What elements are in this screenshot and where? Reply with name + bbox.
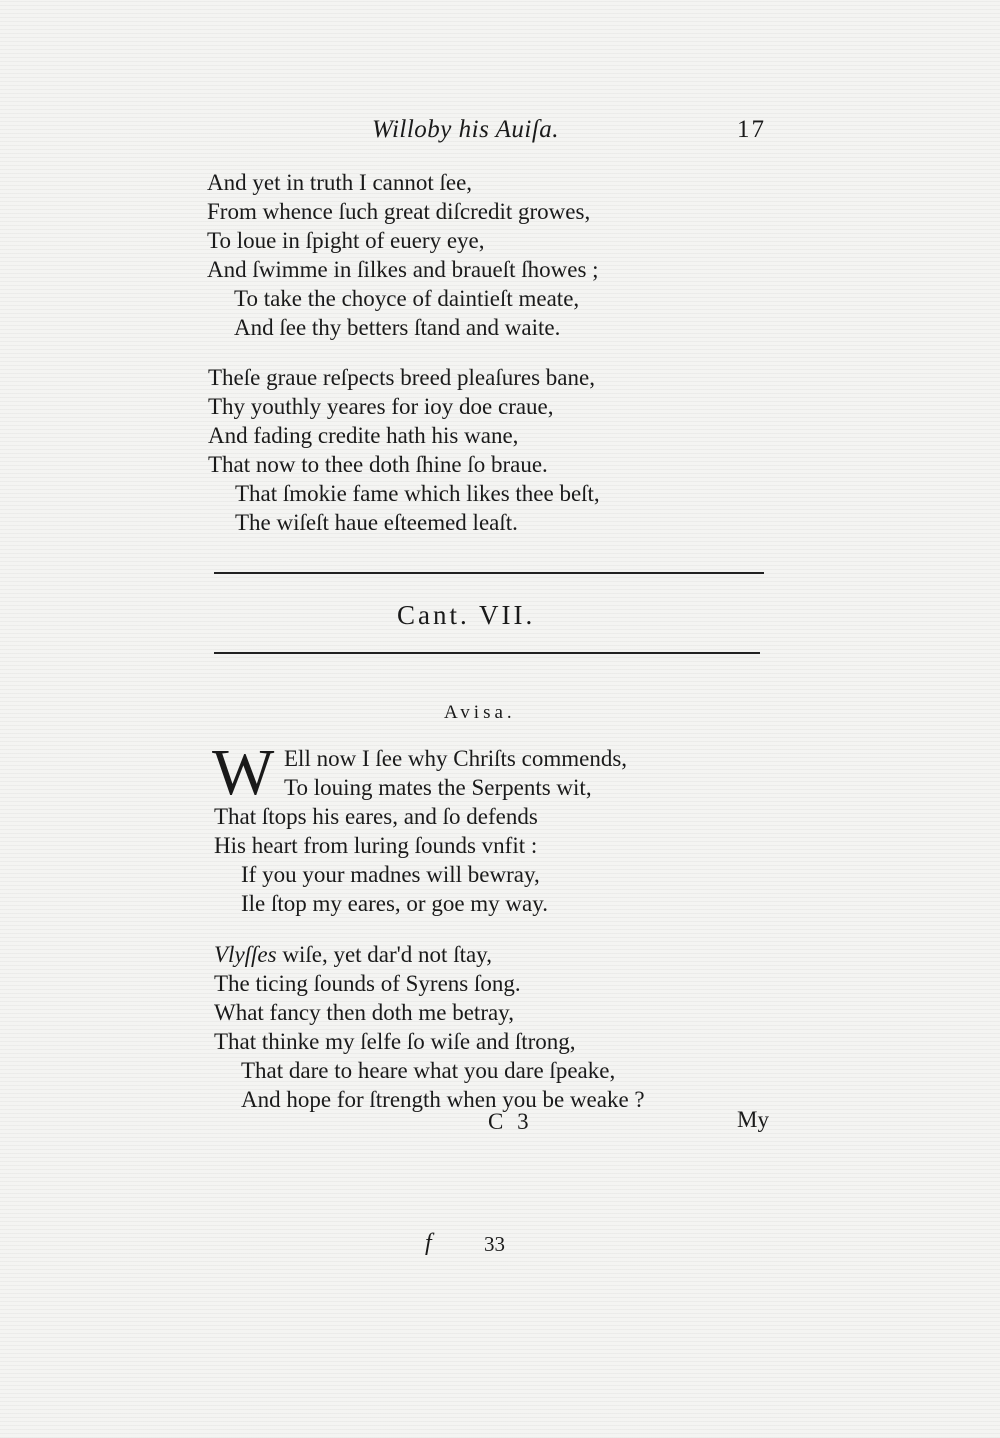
divider-rule xyxy=(214,652,760,654)
catchword: My xyxy=(737,1107,769,1132)
verse-line: The wiſeſt haue eſteemed leaſt. xyxy=(235,510,518,535)
stanza-4 xyxy=(214,940,645,1114)
verse-line: His heart from luring ſounds vnfit : xyxy=(214,833,538,858)
verse-line: What fancy then doth me betray, xyxy=(214,1000,514,1025)
drop-capital: W xyxy=(212,736,275,809)
verse-line: That ſmokie fame which likes thee beſt, xyxy=(235,481,600,506)
verse-line: And hope for ſtrength when you be weake ? xyxy=(241,1087,645,1112)
speaker-heading: Avisa. xyxy=(444,702,516,723)
verse-line: And fading credite hath his wane, xyxy=(208,423,519,448)
verse-line: Ile ſtop my eares, or goe my way. xyxy=(241,891,548,916)
verse-line: To loue in ſpight of euery eye, xyxy=(207,228,485,253)
verse-line: That now to thee doth ſhine ſo braue. xyxy=(208,452,548,477)
verse-line: To louing mates the Serpents wit, xyxy=(284,775,592,800)
verse-line: That thinke my ſelfe ſo wiſe and ſtrong, xyxy=(214,1029,576,1054)
verse-line: That dare to heare what you dare ſpeake, xyxy=(241,1058,616,1083)
verse-line: The ticing ſounds of Syrens ſong. xyxy=(214,971,521,996)
verse-line: To take the choyce of daintieſt meate, xyxy=(234,286,580,311)
verse-line: Theſe graue reſpects breed pleaſures bane, xyxy=(208,365,595,390)
divider-rule xyxy=(214,572,764,574)
running-title: Willoby his Auiſa. xyxy=(372,116,560,143)
verse-line: From whence ſuch great diſcredit growes, xyxy=(207,199,591,224)
verse-line: If you your madnes will bewray, xyxy=(241,862,540,887)
stanza-1 xyxy=(207,168,599,342)
verse-line: And ſwimme in ſilkes and braueſt ſhowes ; xyxy=(207,257,599,282)
verse-line: And yet in truth I cannot ſee, xyxy=(207,170,473,195)
italic-name: Vlyſſes xyxy=(214,942,277,967)
page-number: 17 xyxy=(737,116,766,143)
verse-line xyxy=(214,940,645,969)
folio-number: 33 xyxy=(484,1232,505,1256)
canto-title: Cant. VII. xyxy=(397,600,536,630)
verse-line: Thy youthly yeares for ioy doe craue, xyxy=(208,394,554,419)
verse-line: Ell now I ſee why Chriſts commends, xyxy=(284,746,628,771)
signature-mark: C 3 xyxy=(488,1109,533,1134)
stanza-2 xyxy=(208,363,600,537)
verse-line: That ſtops his eares, and ſo defends xyxy=(214,804,538,829)
folio-mark: f xyxy=(425,1230,432,1256)
verse-line-rest: wiſe, yet dar'd not ſtay, xyxy=(276,942,492,967)
stanza-3 xyxy=(212,736,628,918)
verse-line: And ſee thy betters ſtand and waite. xyxy=(234,315,561,340)
